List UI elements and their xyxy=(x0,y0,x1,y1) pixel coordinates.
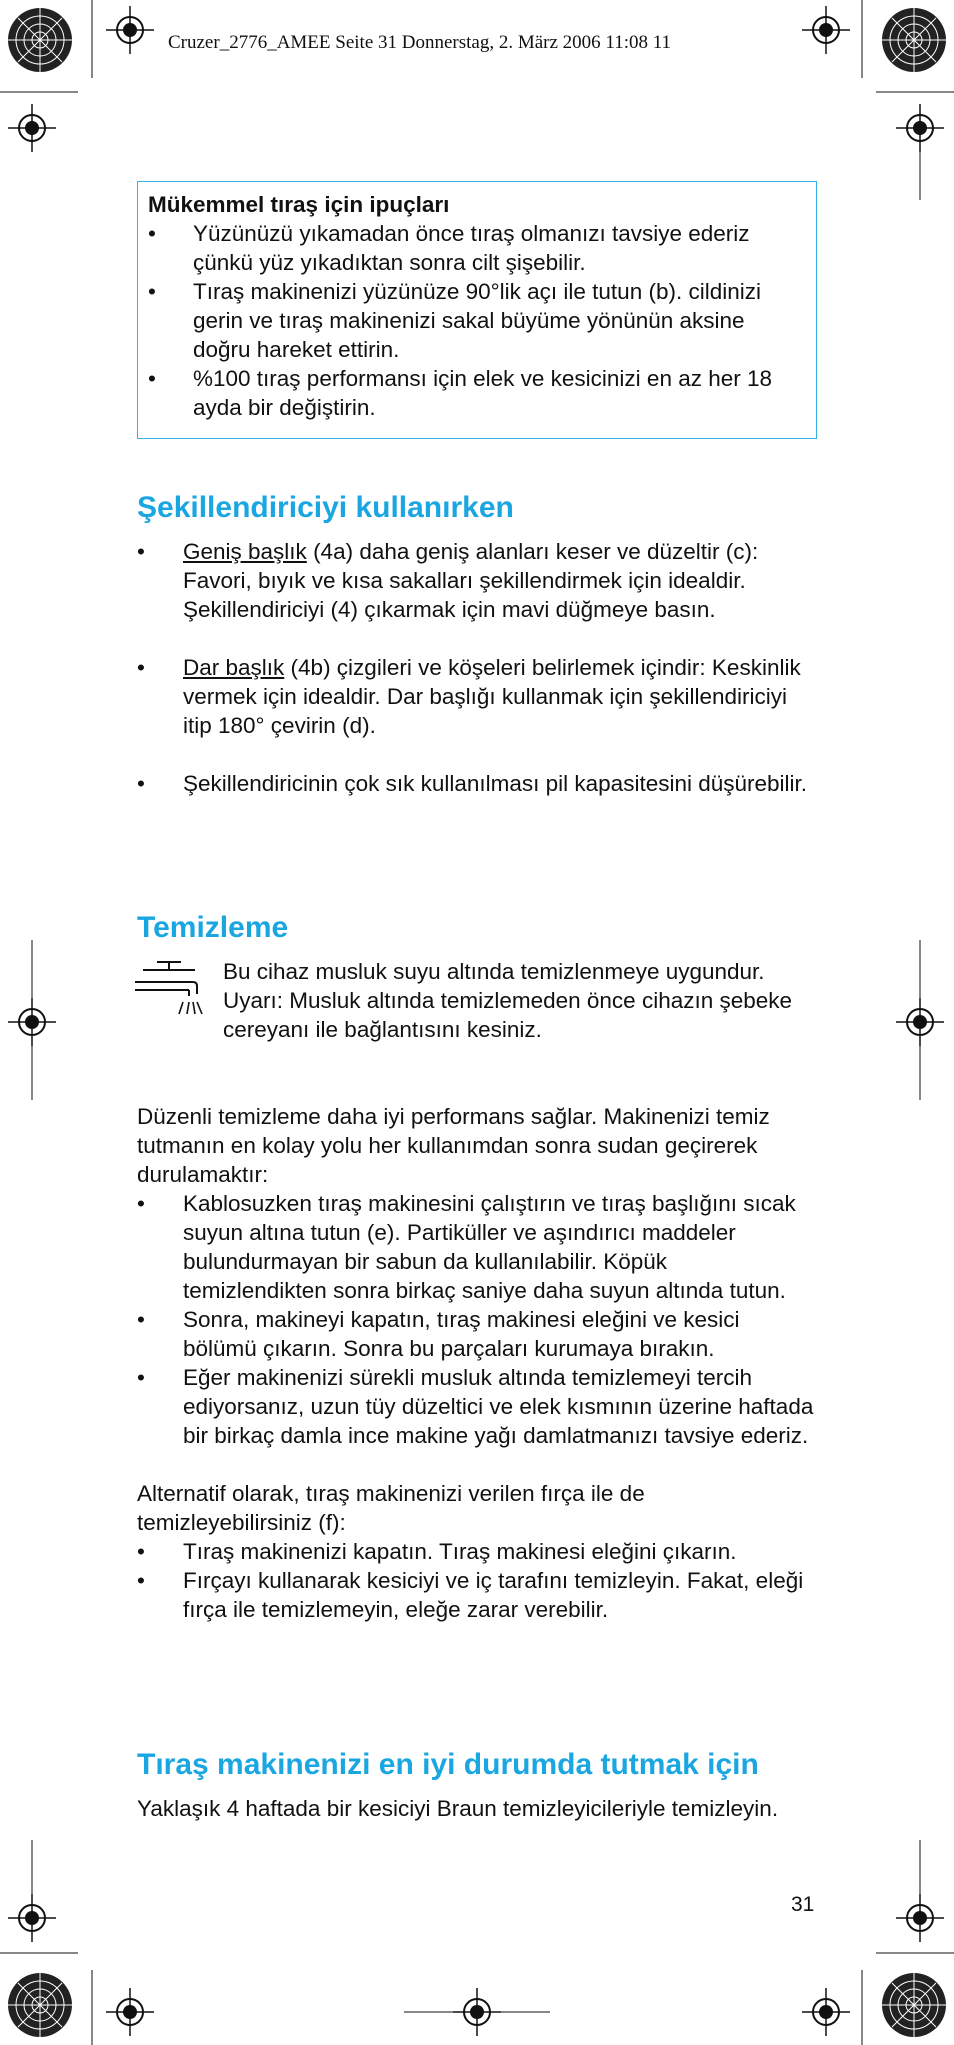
cleaning-heading: Temizleme xyxy=(137,911,289,944)
cleaning-alt-intro: Alternatif olarak, tıraş makinenizi verilen fırça ile de temizleyebilirsiniz (f): xyxy=(137,1481,645,1535)
registration-star-tr xyxy=(882,8,946,72)
styler-term-narrow: Dar başlık xyxy=(183,655,285,680)
water-tap-icon xyxy=(135,956,203,1028)
registration-star-br xyxy=(882,1973,946,2037)
maintenance-body xyxy=(137,1794,817,1823)
list-item: • Tıraş makinenizi kapatın. Tıraş makinesi eleğini çıkarın. xyxy=(137,1537,817,1566)
styler-heading: Şekillendiriciyi kullanırken xyxy=(137,491,514,524)
tap-note-1: Bu cihaz musluk suyu altında temizlenmeye uygundur. xyxy=(223,959,765,984)
styler-section xyxy=(137,537,817,798)
styler-text-wide: (4a) daha geniş alanları keser ve düzeltir (c): Favori, bıyık ve kısa sakalları şekillendirmek için idealdir. Şekillendiriciyi (4) çıkarmak için mavi düğmeye basın. xyxy=(183,539,759,622)
styler-text-narrow: (4b) çizgileri ve köşeleri belirlemek içindir: Keskinlik vermek için idealdir. Dar başlığı kullanmak için şekillendiriciyi itip 180° çevirin (d). xyxy=(183,655,801,738)
registration-star-tl xyxy=(8,8,72,72)
list-item: • Şekillendiricinin çok sık kullanılması pil kapasitesini düşürebilir. xyxy=(137,769,817,798)
maintenance-heading: Tıraş makinenizi en iyi durumda tutmak için xyxy=(137,1748,759,1781)
list-item xyxy=(137,537,817,624)
page-number: 31 xyxy=(791,1893,815,1916)
print-header: Cruzer_2776_AMEE Seite 31 Donnerstag, 2. März 2006 11:08 11 xyxy=(168,32,672,53)
tips-title: Mükemmel tıraş için ipuçları xyxy=(148,192,450,217)
list-item: • %100 tıraş performansı için elek ve kesicinizi en az her 18 ayda bir değiştirin. xyxy=(148,364,804,422)
styler-term-wide: Geniş başlık xyxy=(183,539,307,564)
cleaning-body xyxy=(137,1102,817,1624)
tips-box xyxy=(137,181,817,439)
cleaning-intro: Düzenli temizleme daha iyi performans sağlar. Makinenizi temiz tutmanın en kolay yolu her kullanımdan sonra sudan geçirerek durulamaktır: xyxy=(137,1104,770,1187)
list-item: • Fırçayı kullanarak kesiciyi ve iç tarafını temizleyin. Fakat, eleği fırça ile temizlemeyin, eleğe zarar verebilir. xyxy=(137,1566,817,1624)
tap-note xyxy=(223,957,823,1044)
registration-star-bl xyxy=(8,1973,72,2037)
list-item: • Eğer makinenizi sürekli musluk altında temizlemeyi tercih ediyorsanız, uzun tüy düzeltici ve elek kısmının üzerine haftada bir birkaç damla ince makine yağı damlatmanızı tavsiye ederiz. xyxy=(137,1363,817,1450)
tips-list xyxy=(148,219,804,422)
list-item: • Tıraş makinenizi yüzünüze 90°lik açı ile tutun (b). cildinizi gerin ve tıraş makinenizi sakal büyüme yönünün aksine doğru hareket ettirin. xyxy=(148,277,804,364)
list-item xyxy=(137,653,817,740)
maintenance-text: Yaklaşık 4 haftada bir kesiciyi Braun temizleyicileriyle temizleyin. xyxy=(137,1796,779,1821)
tap-note-2: Uyarı: Musluk altında temizlemeden önce cihazın şebeke cereyanı ile bağlantısını kesiniz. xyxy=(223,988,793,1042)
list-item: • Yüzünüzü yıkamadan önce tıraş olmanızı tavsiye ederiz çünkü yüz yıkadıktan sonra cilt şişebilir. xyxy=(148,219,804,277)
list-item: • Sonra, makineyi kapatın, tıraş makinesi eleğini ve kesici bölümü çıkarın. Sonra bu parçaları kurumaya bırakın. xyxy=(137,1305,817,1363)
list-item: • Kablosuzken tıraş makinesini çalıştırın ve tıraş başlığını sıcak suyun altına tutun (e). Partiküller ve aşındırıcı maddeler bulundurmayan bir sabun da kullanılabilir. Köpük temizlendikten sonra birkaç saniye daha suyun altında tutun. xyxy=(137,1189,817,1305)
